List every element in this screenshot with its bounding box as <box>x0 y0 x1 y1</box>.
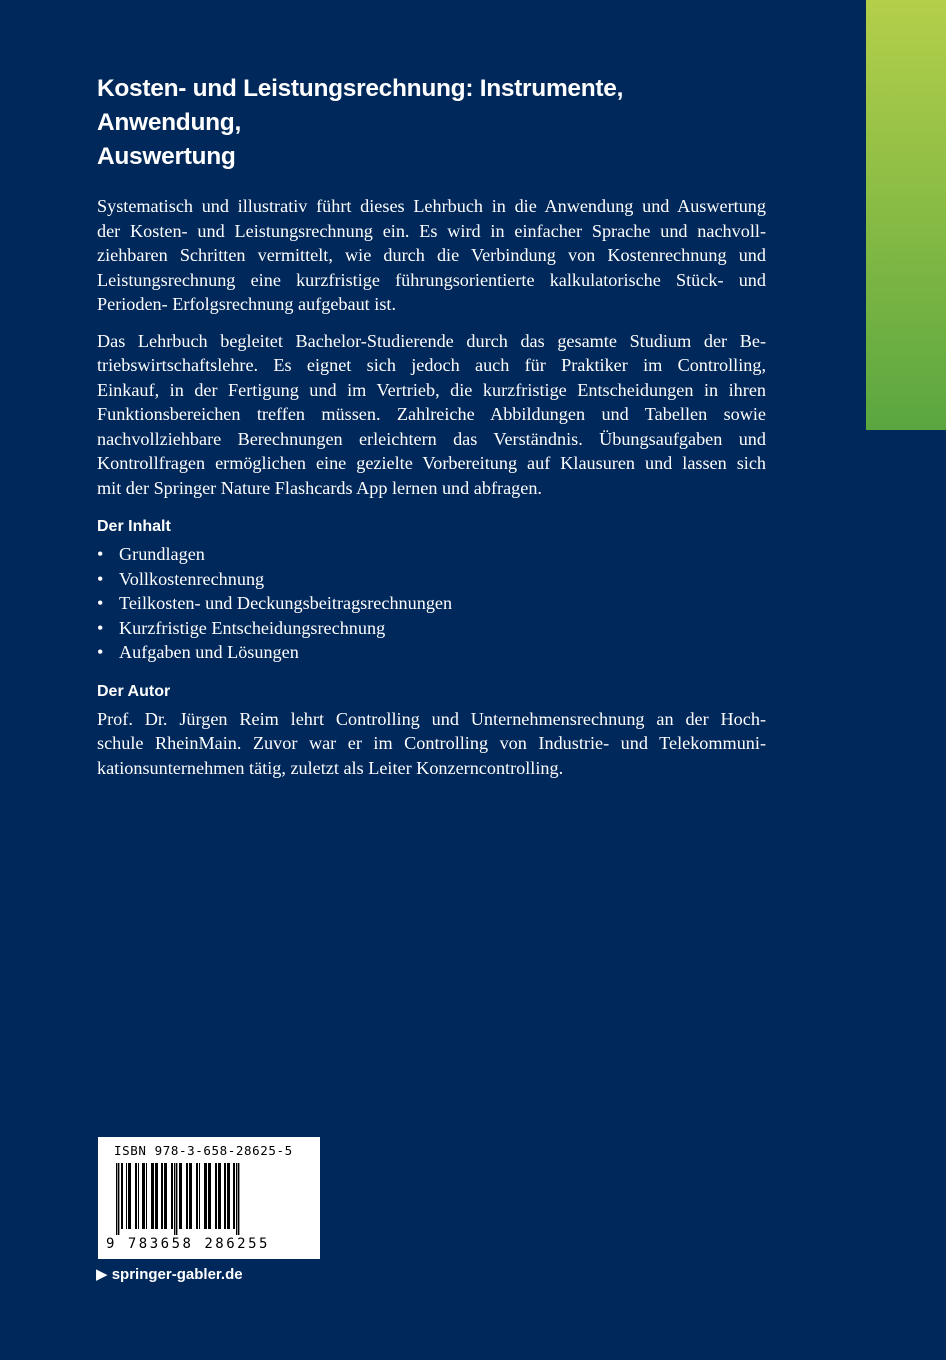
audience-line: Einkauf, in der Fertigung und im Vertrieb, die kurzfristige Entscheidungen in ihren <box>97 379 766 400</box>
back-cover-text <box>97 72 766 792</box>
book-title <box>97 72 766 174</box>
author-line: schule RheinMain. Zuvor war er im Controlling von Industrie- und Telekommuni- <box>97 733 766 753</box>
list-item-label: Kurzfristige Entscheidungsrechnung <box>119 617 386 638</box>
publisher-link[interactable] <box>96 1265 243 1283</box>
barcode-bar <box>215 1163 217 1229</box>
contents-list <box>97 542 766 665</box>
barcode-guard-bar <box>176 1163 177 1235</box>
book-title-line-1: Kosten- und Leistungsrechnung: Instrumente, Anwendung, <box>97 75 624 136</box>
barcode-bar <box>204 1163 207 1229</box>
list-item <box>97 616 766 641</box>
list-item-label: Grundlagen <box>119 544 205 564</box>
bullet: • <box>97 568 104 589</box>
barcode-bar <box>164 1163 167 1229</box>
barcode-bar <box>121 1163 123 1229</box>
intro-line: Perioden- Erfolgsrechnung aufgebaut ist. <box>97 294 396 314</box>
list-item <box>97 640 766 665</box>
author-paragraph <box>97 707 766 781</box>
barcode-bar <box>227 1163 230 1229</box>
list-item-label: Vollkostenrechnung <box>119 568 265 589</box>
barcode-bar <box>224 1163 226 1229</box>
barcode-guard-bar <box>236 1163 237 1235</box>
barcode-bar <box>171 1163 173 1229</box>
bullet: • <box>97 593 104 613</box>
barcode-bar <box>233 1163 235 1229</box>
publisher-url: springer-gabler.de <box>111 1266 243 1283</box>
barcode-guard-bar <box>118 1163 119 1235</box>
barcode-bar <box>179 1163 182 1229</box>
audience-line: triebswirtschaftslehre. Es eignet sich jedoch auch für Praktiker im Controlling, <box>97 355 766 375</box>
barcode-bar <box>142 1163 145 1229</box>
barcode-bar <box>208 1163 211 1229</box>
book-title-line-2: Auswertung <box>97 143 236 170</box>
barcode-bar <box>189 1163 192 1229</box>
bullet: • <box>97 642 104 662</box>
accent-color-bar <box>866 0 946 430</box>
intro-line: ziehbaren Schritten vermittelt, wie durch die Verbindung von Kostenrechnung und <box>97 245 766 265</box>
author-heading: Der Autor <box>97 682 171 700</box>
barcode-guard-bar <box>174 1163 175 1235</box>
barcode-bar <box>128 1163 131 1229</box>
list-item <box>97 542 766 567</box>
barcode-guard-bar <box>238 1163 239 1235</box>
barcode-bar <box>146 1163 147 1229</box>
intro-line: Systematisch und illustrativ führt dieses Lehrbuch in die Anwendung und Auswertung <box>97 196 766 216</box>
barcode-bar <box>155 1163 158 1229</box>
list-item-label: Aufgaben und Lösungen <box>119 642 299 662</box>
barcode-bar <box>218 1163 221 1229</box>
barcode-bar <box>186 1163 188 1229</box>
ean-digits: 9 783658 286255 <box>106 1236 270 1252</box>
author-line: kationsunternehmen tätig, zuletzt als Leiter Konzerncontrolling. <box>97 757 564 778</box>
audience-line: mit der Springer Nature Flashcards App lernen und abfragen. <box>97 477 542 498</box>
list-item <box>97 591 766 616</box>
audience-line: Kontrollfragen ermöglichen eine gezielte Vorbereitung auf Klausuren und lassen sich <box>97 453 766 473</box>
intro-line: Leistungsrechnung eine kurzfristige führungsorientierte kalkulatorische Stück- und <box>97 269 766 290</box>
barcode-bar <box>151 1163 154 1229</box>
isbn-barcode <box>98 1137 320 1259</box>
audience-line: Funktionsbereichen treffen müssen. Zahlreiche Abbildungen und Tabellen sowie <box>97 404 766 424</box>
list-item-label: Teilkosten- und Deckungsbeitragsrechnungen <box>119 593 453 613</box>
bullet: • <box>97 544 104 564</box>
barcode-bar <box>199 1163 200 1229</box>
contents-heading: Der Inhalt <box>97 518 171 535</box>
list-item <box>97 567 766 592</box>
barcode-bar <box>135 1163 137 1229</box>
audience-line: nachvollziehbare Berechnungen erleichtern das Verständnis. Übungsaufgaben und <box>97 428 766 449</box>
isbn-label: ISBN 978-3-658-28625-5 <box>114 1143 293 1158</box>
intro-paragraph <box>97 194 766 317</box>
barcode-bars <box>114 1163 310 1235</box>
barcode-bar <box>126 1163 127 1229</box>
barcode-bar <box>138 1163 139 1229</box>
bullet: • <box>97 617 104 638</box>
barcode-bar <box>161 1163 163 1229</box>
barcode-bar <box>196 1163 198 1229</box>
author-line: Prof. Dr. Jürgen Reim lehrt Controlling und Unternehmensrechnung an der Hoch- <box>97 708 766 729</box>
intro-line: der Kosten- und Leistungsrechnung ein. Es wird in einfacher Sprache und nachvoll- <box>97 220 766 241</box>
audience-paragraph <box>97 329 766 501</box>
audience-line: Das Lehrbuch begleitet Bachelor-Studierende durch das gesamte Studium der Be- <box>97 330 766 351</box>
barcode-guard-bar <box>116 1163 117 1235</box>
arrow-right-icon: ▶ <box>96 1266 108 1283</box>
